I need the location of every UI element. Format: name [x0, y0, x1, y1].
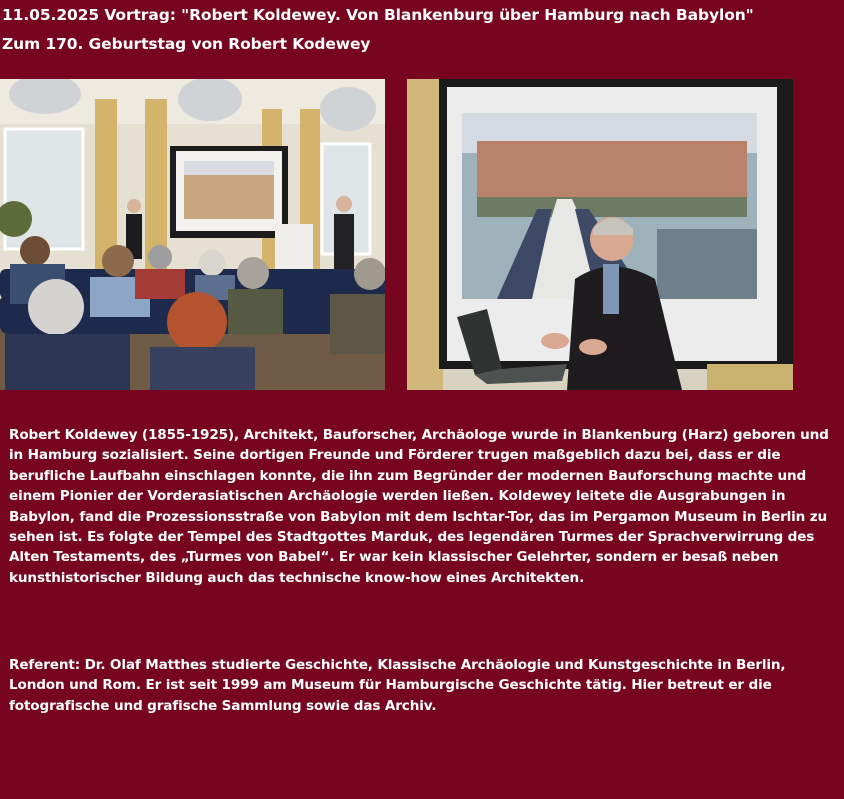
speaker-photo — [407, 79, 793, 390]
page-title: 11.05.2025 Vortrag: "Robert Koldewey. Von Blankenburg über Hamburg nach Babylon" — [2, 6, 754, 24]
audience-photo — [0, 79, 385, 390]
page-subtitle: Zum 170. Geburtstag von Robert Kodewey — [2, 35, 371, 53]
bio-paragraph: Robert Koldewey (1855-1925), Architekt, Bauforscher, Archäologe wurde in Blankenburg (Harz) geboren und in Hamburg sozialisiert. Seine dortigen Freunde und Förderer trugen maßgeblich dazu bei, dass er die berufliche Laufbahn einschlagen konnte, die ihn zum Begründer der modernen Bauforschung machte und einem Pionier der Vorderasiatischen Archäologie werden ließen. Koldewey leitete die Ausgrabungen in Babylon, fand die Prozessionsstraße von Babylon mit dem Ischtar-Tor, das im Pergamon Museum in Berlin zu sehen ist. Es folgte der Tempel des Stadtgottes Marduk, des legendären Turmes der Sprachverwirrung des Alten Testaments, des „Turmes von Babel“. Er war kein klassischer Gelehrter, sondern er besaß neben kunsthistorischer Bildung auch das technische know-how eines Architekten. — [9, 427, 829, 586]
referent-paragraph: Referent: Dr. Olaf Matthes studierte Geschichte, Klassische Archäologie und Kunstgeschichte in Berlin, London und Rom. Er ist seit 1999 am Museum für Hamburgische Geschichte tätig. Hier betreut er die fotografische und grafische Sammlung sowie das Archiv. — [9, 657, 786, 714]
